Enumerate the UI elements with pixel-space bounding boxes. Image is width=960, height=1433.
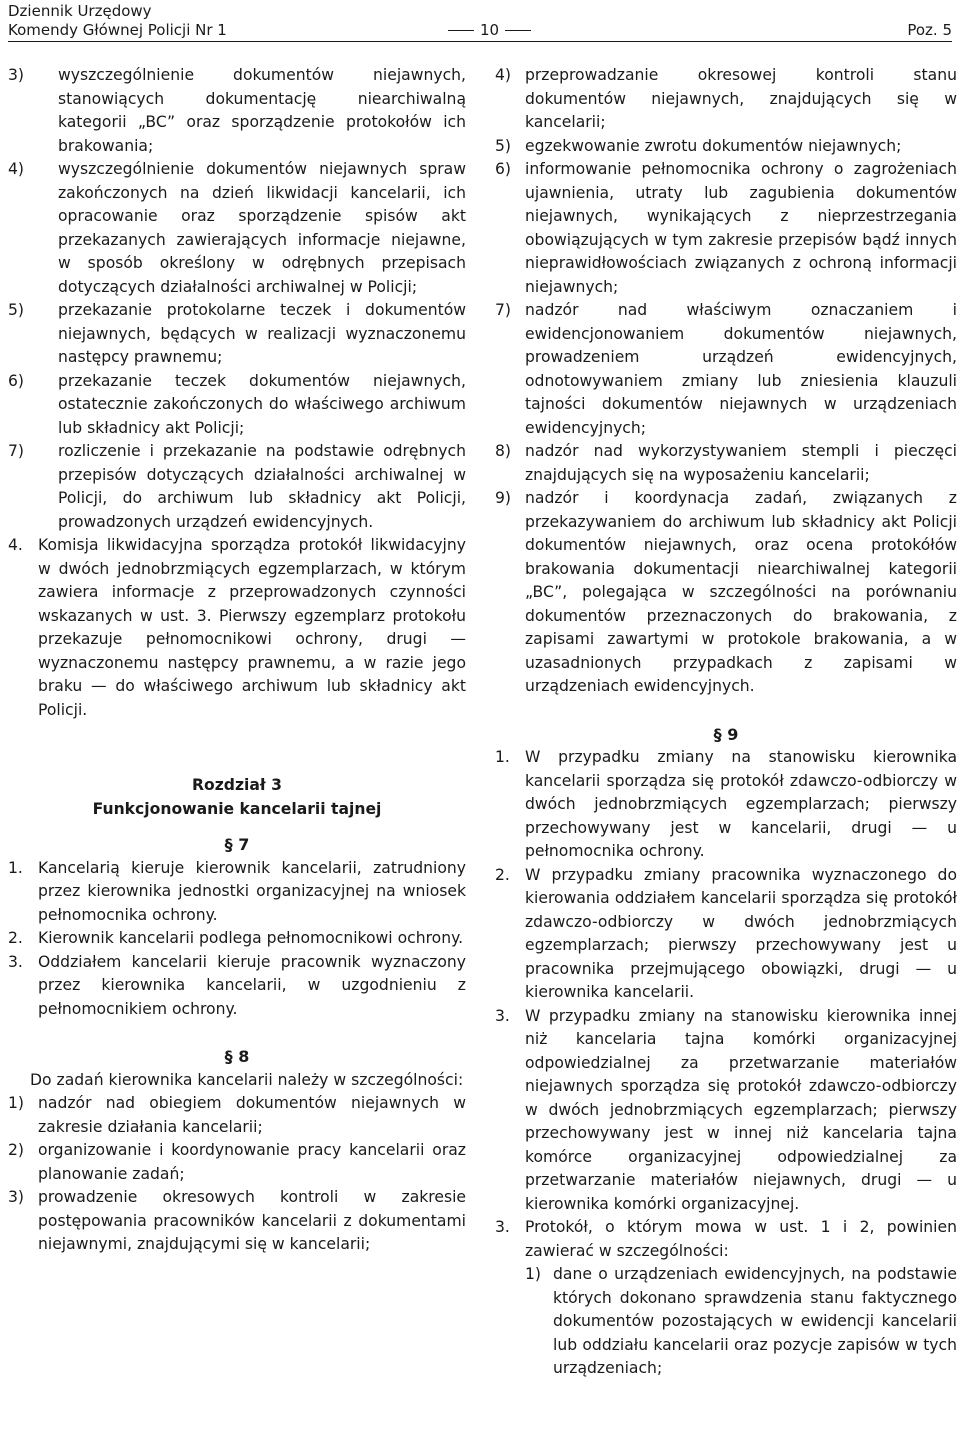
position-label: Poz. 5 [907, 21, 952, 39]
item-text: wyszczególnienie dokumentów niejawnych, stanowiących dokumentację niearchiwalną kategorii „BC” oraz sporządzenie protokołów ich brakowania; [58, 66, 466, 155]
item-number: 2) [8, 1141, 25, 1159]
paragraph [8, 857, 466, 928]
spacer [8, 1021, 466, 1045]
spacer [8, 722, 466, 774]
item-number: 4) [8, 160, 25, 178]
list-item [8, 370, 466, 441]
list-item [495, 440, 957, 487]
section-heading-9: § 9 [713, 724, 739, 744]
item-number: 1) [525, 1265, 542, 1283]
list-item [495, 1263, 957, 1381]
item-number: 4) [495, 66, 512, 84]
item-number: 6) [495, 160, 512, 178]
item-number: 8) [495, 442, 512, 460]
paragraph [495, 1216, 957, 1263]
paragraph-number: 3. [495, 1218, 510, 1236]
item-number: 7) [495, 301, 512, 319]
list-a [8, 64, 466, 534]
item-text: nadzór nad właściwym oznaczaniem i ewidencjonowaniem dokumentów niejawnych, prowadzeniem urządzeń ewidencyjnych, odnotowywaniem zmiany lub zniesienia klauzuli tajności dokumentów niejawnych w urządzeniach ewidencyjnych; [525, 301, 957, 437]
left-column [8, 64, 466, 1257]
item-text: wyszczególnienie dokumentów niejawnych spraw zakończonych na dzień likwidacji kancelarii, ich opracowanie oraz sporządzenie spisów akt przekazanych zawierających informacje niejawne, w sposób określony w odrębnych przepisach dotyczących działalności archiwalnej w Policji; [58, 160, 466, 296]
journal-title: Dziennik Urzędowy [8, 2, 152, 20]
paragraph-text: Oddziałem kancelarii kieruje pracownik wyznaczony przez kierownika kancelarii, w uzgodnieniu z pełnomocnikiem ochrony. [38, 952, 466, 1018]
item-text: prowadzenie okresowych kontroli w zakresie postępowania pracowników kancelarii z dokumentami niejawnymi, znajdującymi się w kancelarii; [38, 1188, 466, 1253]
list-item [8, 440, 466, 534]
list-c [495, 64, 957, 699]
item-text: organizowanie i koordynowanie pracy kancelarii oraz planowanie zadań; [38, 1141, 466, 1183]
paragraph [495, 864, 957, 1005]
item-number: 3) [8, 1188, 25, 1206]
paragraph [8, 927, 466, 951]
section-heading-7: § 7 [224, 835, 250, 854]
item-text: przeprowadzanie okresowej kontroli stanu dokumentów niejawnych, znajdujących się w kancelarii; [525, 66, 957, 131]
list-item [8, 1092, 466, 1139]
item-text: nadzór nad obiegiem dokumentów niejawnych w zakresie działania kancelarii; [38, 1094, 466, 1136]
list-item [8, 1139, 466, 1186]
dash-right [505, 30, 531, 31]
item-number: 5) [495, 136, 512, 155]
paragraph-text: Komisja likwidacyjna sporządza protokół likwidacyjny w dwóch jednobrzmiących egzemplarzach, w którym zawiera informacje z przeprowadzonych czynności wskazanych w ust. 3. Pierwszy egzemplarz protokołu przekazuje pełnomocnikowi ochrony, drugi — wyznaczonemu następcy prawnemu, a w razie jego braku — do właściwego archiwum lub składnicy akt Policji. [38, 536, 466, 719]
paragraph-number: 1. [8, 858, 23, 877]
paragraph-text: Kancelarią kieruje kierownik kancelarii, zatrudniony przez kierownika jednostki organizacyjnej na wniosek pełnomocnika ochrony. [38, 858, 466, 924]
item-text: nadzór nad wykorzystywaniem stempli i pieczęci znajdujących się na wyposażeniu kancelarii; [525, 442, 957, 484]
list-item [8, 299, 466, 370]
paragraph [8, 951, 466, 1022]
item-text: rozliczenie i przekazanie na podstawie odrębnych przepisów dotyczących działalności archiwalnej w Policji, do archiwum lub składnicy akt Policji, prowadzonych urządzeń ewidencyjnych. [58, 442, 466, 531]
right-column [495, 64, 957, 1381]
paragraph [8, 534, 466, 722]
paragraph [495, 1005, 957, 1217]
spacer [495, 699, 957, 723]
list-item [495, 64, 957, 135]
item-text: egzekwowanie zwrotu dokumentów niejawnych; [525, 136, 902, 155]
paragraph-number: 3. [8, 952, 23, 971]
paragraph [495, 746, 957, 864]
dash-left [448, 30, 474, 31]
chapter-title: Rozdział 3 [192, 776, 282, 794]
list-item [495, 299, 957, 440]
item-number: 7) [8, 442, 25, 460]
list-item [8, 64, 466, 158]
item-number: 5) [8, 301, 25, 319]
page-header [8, 0, 952, 42]
item-text: dane o urządzeniach ewidencyjnych, na podstawie których dokonano sprawdzenia stanu faktycznego dokumentów pozostających w ewidencji kancelarii lub oddziału kancelarii oraz pozycje zapisów w tych urządzeniach; [553, 1265, 957, 1377]
list-item [8, 1186, 466, 1257]
header-rule [8, 41, 952, 42]
paragraph-number: 4. [8, 536, 23, 554]
item-number: 6) [8, 371, 25, 390]
item-number: 9) [495, 489, 512, 507]
spacer [8, 821, 466, 833]
paragraph-number: 1. [495, 748, 510, 766]
list-item [8, 158, 466, 299]
paragraph-number: 3. [495, 1006, 510, 1025]
item-text: przekazanie protokolarne teczek i dokumentów niejawnych, będących w realizacji wyznaczonemu następcy prawnemu; [58, 301, 466, 366]
section-intro: Do zadań kierownika kancelarii należy w szczególności: [30, 1070, 464, 1089]
paragraph-text: W przypadku zmiany na stanowisku kierownika innej niż kancelaria tajna komórki organizacyjnej odpowiedzialnej za przetwarzanie materiałów niejawnych sporządza się protokół zdawczo-odbiorczy w dwóch jednobrzmiących egzemplarzach; pierwszy przechowywany jest w innej niż kancelaria tajna komórce organizacyjnej odpowiedzialnej za przetwarzanie materiałów niejawnych, drugi — u kierownika komórki organizacyjnej. [525, 1006, 957, 1213]
item-number: 3) [8, 66, 25, 84]
chapter-subtitle: Funkcjonowanie kancelarii tajnej [92, 799, 382, 818]
list-item [495, 158, 957, 299]
paragraph-text: Kierownik kancelarii podlega pełnomocnikowi ochrony. [38, 929, 464, 947]
item-text: nadzór i koordynacja zadań, związanych z przekazywaniem do archiwum lub składnicy akt Policji dokumentów niejawnych, oraz ocena protokółów brakowania dokumentacji niearchiwalnej kategorii „BC”, polegająca w szczególności na porównaniu dokumentów przeznaczonych do brakowania, z zapisami zawartymi w protokole brakowania, a w uzasadnionych przypadkach z zapisami w urządzeniach ewidencyjnych. [525, 489, 957, 695]
page-number-value: 10 [480, 21, 500, 39]
paragraph-number: 2. [495, 865, 510, 884]
page-number [442, 20, 537, 40]
issuer-name: Komendy Głównej Policji Nr 1 [8, 21, 227, 39]
item-number: 1) [8, 1094, 25, 1112]
list-item [495, 135, 957, 159]
list-d [495, 1263, 957, 1381]
list-item [495, 487, 957, 699]
list-b [8, 1092, 466, 1257]
paragraph-text: W przypadku zmiany na stanowisku kierownika kancelarii sporządza się protokół zdawczo-odbiorczy w dwóch jednobrzmiących egzemplarzach; pierwszy przechowywany jest w kancelarii, drugi — u pełnomocnika ochrony. [525, 748, 957, 860]
section-heading-8: § 8 [224, 1047, 250, 1066]
item-text: przekazanie teczek dokumentów niejawnych, ostatecznie zakończonych do właściwego archiwum lub składnicy akt Policji; [58, 371, 466, 437]
paragraph-text: W przypadku zmiany pracownika wyznaczonego do kierowania oddziałem kancelarii sporządza się protokół zdawczo-odbiorczy w dwóch jednobrzmiących egzemplarzach; pierwszy przechowywany jest u pracownika przejmującego obowiązki, drugi — u kierownika kancelarii. [525, 865, 957, 1001]
paragraph-text: Protokół, o którym mowa w ust. 1 i 2, powinien zawierać w szczególności: [525, 1218, 957, 1260]
item-text: informowanie pełnomocnika ochrony o zagrożeniach ujawnienia, utraty lub zagubienia dokumentów niejawnych, wynikających z nieprzestrzegania obowiązujących w tym zakresie przepisów bądź innych nieprawidłowościach związanych z ochroną informacji niejawnych; [525, 160, 957, 296]
paragraph-number: 2. [8, 929, 23, 947]
